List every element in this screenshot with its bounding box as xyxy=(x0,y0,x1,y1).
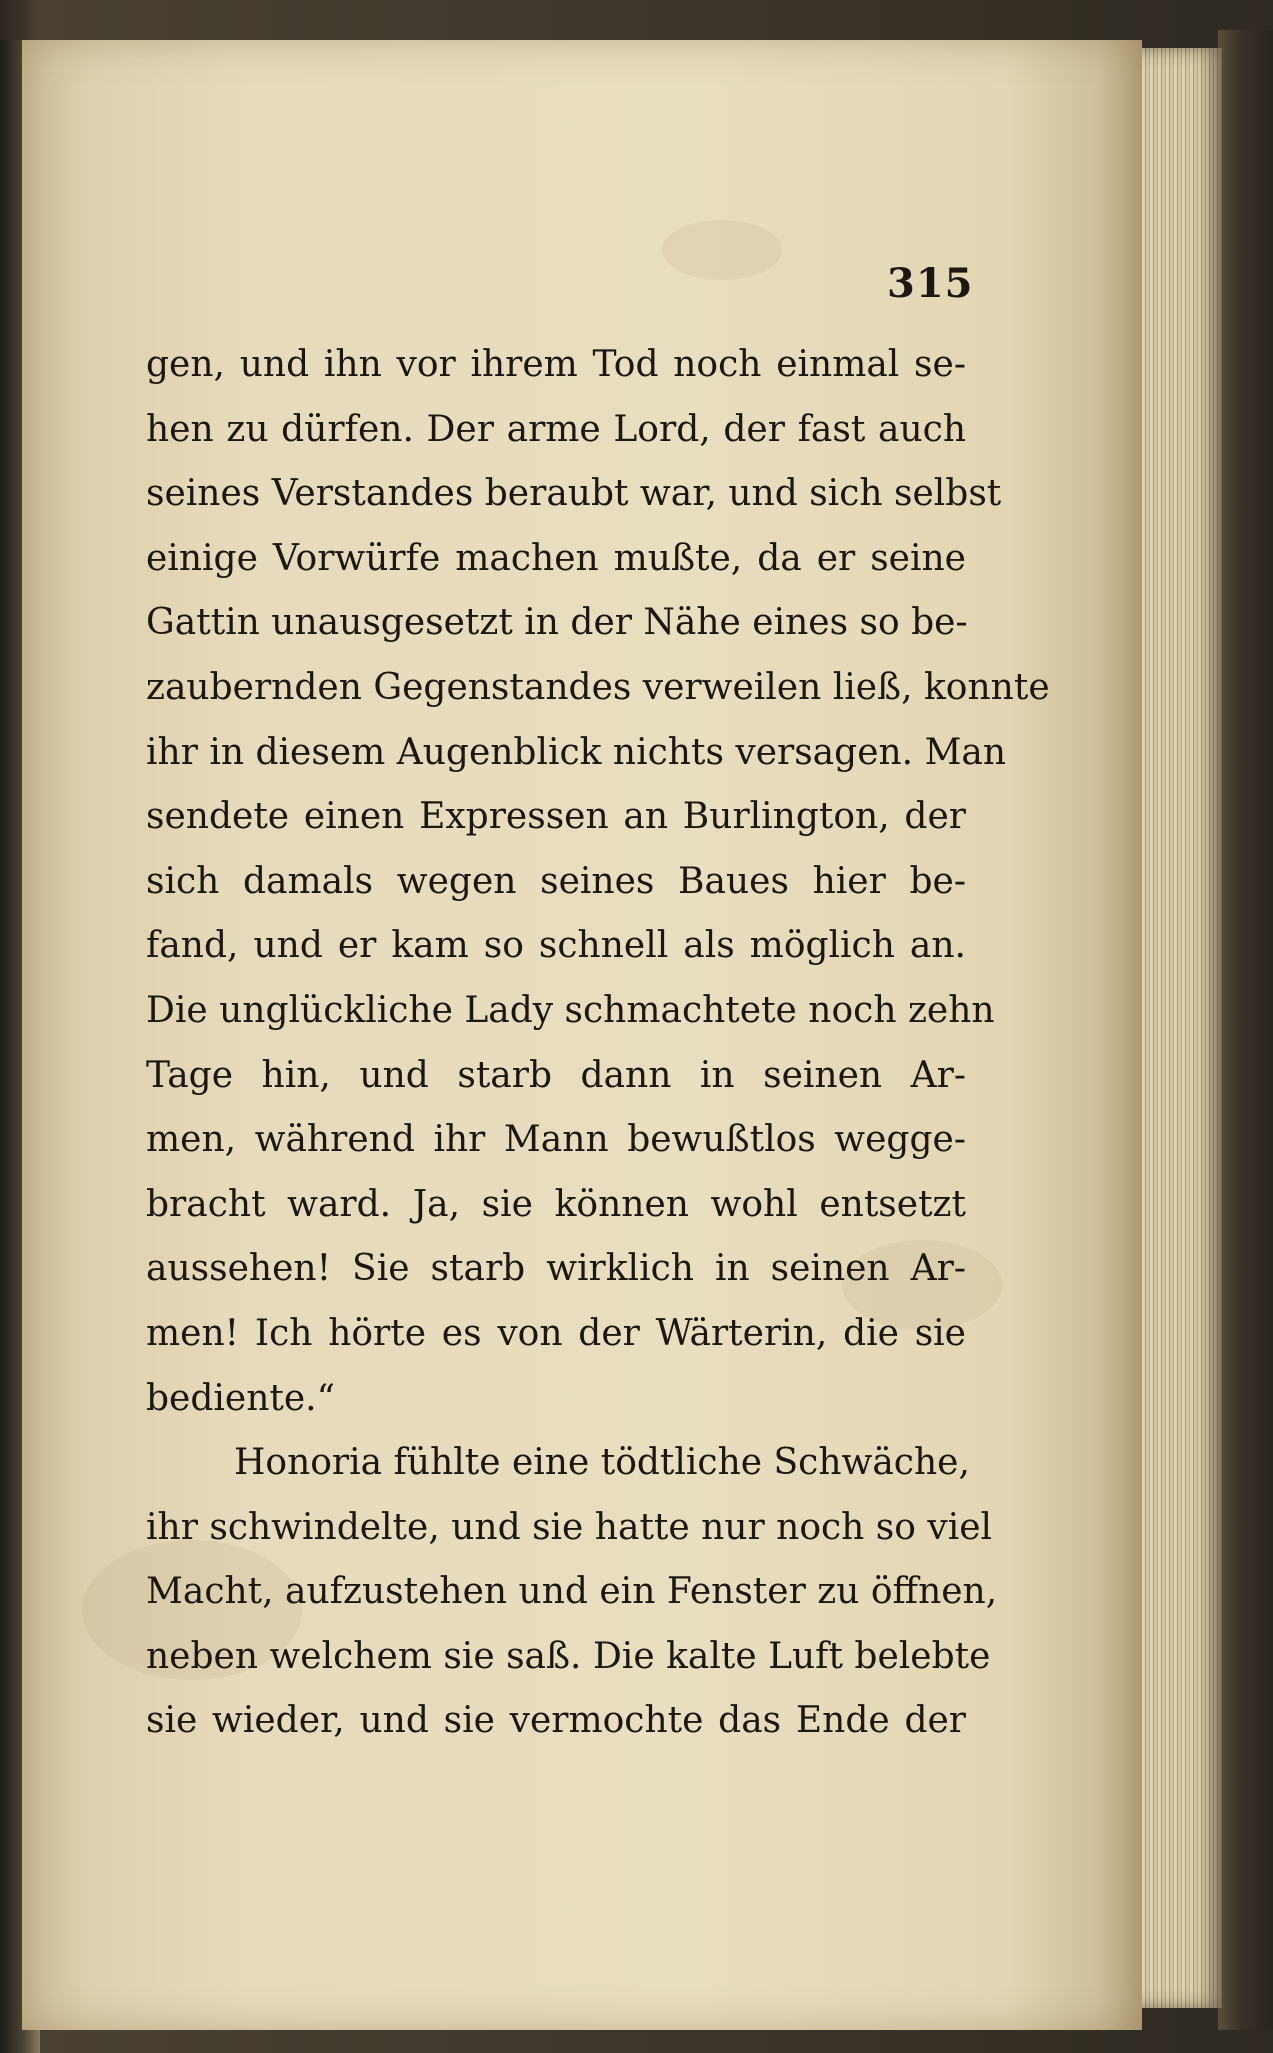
text-line: neben welchem sie saß. Die kalte Luft belebte xyxy=(146,1635,991,1677)
text-line: men! Ich hörte es von der Wärterin, die sie xyxy=(146,1312,966,1354)
text-line: bracht ward. Ja, sie können wohl entsetzt xyxy=(146,1183,966,1225)
book-cover-edge xyxy=(1218,30,1273,2030)
text-line: gen, und ihn vor ihrem Tod noch einmal se- xyxy=(146,344,966,385)
text-line: ihr schwindelte, und sie hatte nur noch so viel xyxy=(146,1506,993,1548)
page-number: 315 xyxy=(887,260,974,307)
text-line: ihr in diesem Augenblick nichts versagen. Man xyxy=(146,731,1007,773)
book-page xyxy=(22,40,1142,2030)
text-line: Tage hin, und starb dann in seinen Ar- xyxy=(146,1054,966,1096)
text-line: Macht, aufzustehen und ein Fenster zu öffnen, xyxy=(146,1571,998,1613)
text-line: hen zu dürfen. Der arme Lord, der fast auch xyxy=(146,408,966,450)
text-line: fand, und er kam so schnell als möglich an. xyxy=(146,925,966,967)
text-line: Gattin unausgesetzt in der Nähe eines so be- xyxy=(146,602,968,644)
text-line: einige Vorwürfe machen mußte, da er seine xyxy=(146,537,966,579)
paper-stain xyxy=(662,220,782,280)
text-line: men, während ihr Mann bewußtlos wegge- xyxy=(146,1119,966,1161)
text-line: bediente.“ xyxy=(146,1377,336,1419)
body-text xyxy=(146,333,1050,1754)
page-edges xyxy=(1130,48,1222,2008)
text-line: sendete einen Expressen an Burlington, der xyxy=(146,796,966,838)
text-line: aussehen! Sie starb wirklich in seinen Ar- xyxy=(146,1248,966,1290)
text-line: Die unglückliche Lady schmachtete noch zehn xyxy=(146,989,995,1031)
text-line: sie wieder, und sie vermochte das Ende der xyxy=(146,1700,966,1742)
text-line: zaubernden Gegenstandes verweilen ließ, konnte xyxy=(146,666,1050,708)
text-line: sich damals wegen seines Baues hier be- xyxy=(146,860,966,902)
text-line: seines Verstandes beraubt war, und sich selbst xyxy=(146,473,1002,515)
text-line: Honoria fühlte eine tödtliche Schwäche, xyxy=(234,1442,970,1484)
